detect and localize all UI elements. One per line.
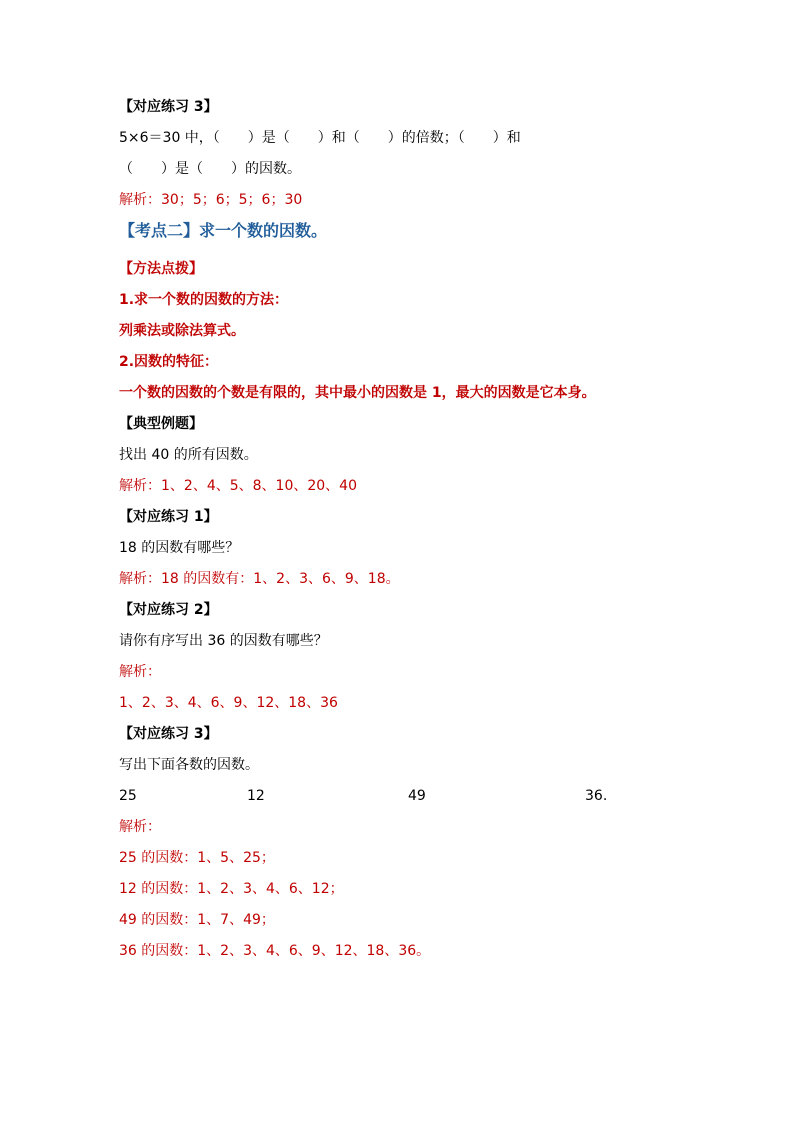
practice-3-question-line-2: （ ）是（ ）的因数。: [119, 161, 301, 177]
example-answer: 解析：1、2、4、5、8、10、20、40: [119, 478, 357, 494]
practice-3-heading: 【对应练习 3】: [119, 99, 218, 115]
number-item: 12: [247, 788, 265, 804]
practice-1-heading: 【对应练习 1】: [119, 509, 218, 525]
kaodian-2-title: 【考点二】求一个数的因数。: [119, 221, 328, 240]
practice-2-answer-label: 解析：: [119, 664, 161, 680]
practice-2-question: 请你有序写出 36 的因数有哪些？: [119, 633, 328, 649]
practice-3b-answer-item: 49 的因数：1、7、49；: [119, 912, 275, 928]
number-item: 49: [408, 788, 426, 804]
number-item: 25: [119, 788, 137, 804]
practice-1-answer: 解析：18 的因数有：1、2、3、6、9、18。: [119, 571, 400, 587]
method-item-1: 1.求一个数的因数的方法：: [119, 292, 289, 308]
practice-3b-heading: 【对应练习 3】: [119, 726, 218, 742]
method-item-1-body: 列乘法或除法算式。: [119, 323, 245, 339]
practice-1-question: 18 的因数有哪些？: [119, 540, 240, 556]
practice-3-question-line-1: 5×6＝30 中，（ ）是（ ）和（ ）的倍数；（ ）和: [119, 130, 521, 146]
method-heading: 【方法点拨】: [119, 261, 203, 277]
number-item: 36.: [585, 788, 608, 804]
practice-3b-answer-item: 25 的因数：1、5、25；: [119, 850, 275, 866]
example-heading: 【典型例题】: [119, 416, 203, 432]
practice-2-heading: 【对应练习 2】: [119, 602, 218, 618]
practice-3-answer: 解析：30；5；6；5；6；30: [119, 192, 303, 208]
practice-3b-question: 写出下面各数的因数。: [119, 757, 259, 773]
method-item-2-body: 一个数的因数的个数是有限的，其中最小的因数是 1，最大的因数是它本身。: [119, 385, 596, 401]
practice-3b-answer-item: 36 的因数：1、2、3、4、6、9、12、18、36。: [119, 943, 431, 959]
practice-3b-answer-label: 解析：: [119, 819, 161, 835]
practice-2-answer: 1、2、3、4、6、9、12、18、36: [119, 695, 338, 711]
example-question: 找出 40 的所有因数。: [119, 447, 258, 463]
method-item-2: 2.因数的特征：: [119, 354, 219, 370]
practice-3b-answer-item: 12 的因数：1、2、3、4、6、12；: [119, 881, 344, 897]
